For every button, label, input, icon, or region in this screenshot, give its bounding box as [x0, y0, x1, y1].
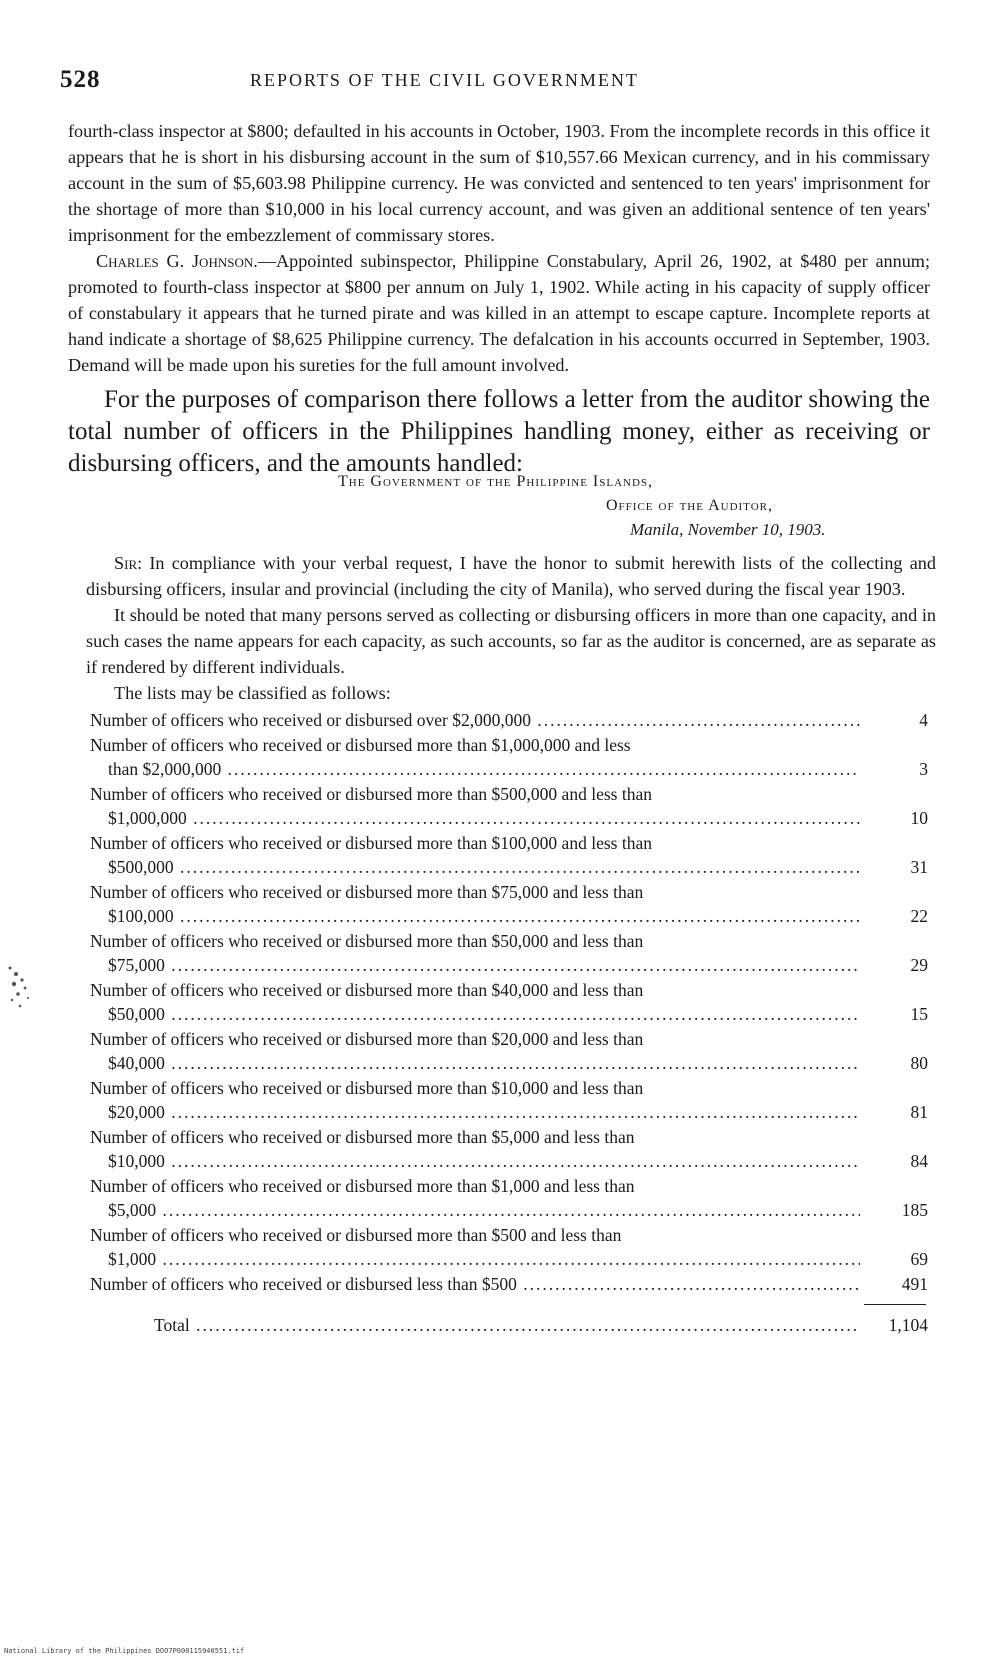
letter-para-2: It should be noted that many persons served as collecting or disbursing officers in more than one capacity, and in such cases the name appears for each capacity, as such accounts, so far as the auditor is concerned, are as separate as if rendered by different individuals. [86, 605, 936, 677]
scan-footer: National Library of the Philippines DOO7P000115940551.tif [4, 1647, 245, 1655]
row-label-continued: $1,000,000 ..... [90, 806, 860, 831]
page-body [68, 118, 936, 1338]
page-number: 528 [60, 66, 101, 93]
row-label-continued: than $2,000,000 ..... [90, 757, 860, 782]
row-value: 4 [919, 710, 928, 730]
table-row [90, 978, 928, 1027]
officer-count-table [68, 708, 928, 1338]
total-row [90, 1313, 928, 1338]
row-label-continued: $500,000 ..... [90, 855, 860, 880]
row-label-continued: $75,000 ..... [90, 953, 860, 978]
row-value: 491 [901, 1273, 928, 1294]
row-value: 81 [910, 1102, 928, 1122]
row-value: 10 [910, 808, 928, 828]
table-row [90, 929, 928, 978]
paragraph-comparison: For the purposes of comparison there follows a letter from the auditor showing the total number of officers in the Philippines handling money, either as receiving or disbursing officers, and the amounts handled: [68, 386, 930, 477]
table-row [90, 782, 928, 831]
row-value: 3 [919, 759, 928, 779]
row-value: 15 [910, 1004, 928, 1024]
letter-body [68, 550, 936, 706]
salutation: Sir: [114, 553, 143, 573]
letter-address-office: Office of the Auditor, [606, 497, 773, 514]
row-label: Number of officers who received or disbursed more than $50,000 and less than [90, 930, 644, 951]
row-value: 29 [910, 955, 928, 975]
row-label: Number of officers who received or disbursed more than $100,000 and less than [90, 832, 652, 853]
letter-address-government: The Government of the Philippine Islands, [338, 473, 654, 490]
row-value: 22 [910, 906, 928, 926]
officer-name: Charles G. Johnson [96, 251, 254, 271]
paragraph-johnson [68, 248, 930, 378]
table-row [90, 1027, 928, 1076]
scan-speckle [0, 960, 34, 1020]
row-label-continued: $40,000 ..... [90, 1051, 860, 1076]
row-label-continued: $20,000 ..... [90, 1100, 860, 1125]
row-label: Number of officers who received or disbursed more than $75,000 and less than [90, 881, 644, 902]
table-row [90, 708, 928, 733]
row-label: Number of officers who received or disbursed more than $5,000 and less than [90, 1126, 635, 1147]
letter-para-3: The lists may be classified as follows: [114, 683, 391, 703]
table-row [90, 831, 928, 880]
letter-para-1 [86, 550, 936, 602]
row-label: Number of officers who received or disbursed more than $1,000 and less than [90, 1175, 635, 1196]
row-value: 84 [910, 1151, 928, 1171]
table-row [90, 1174, 928, 1223]
table-row [90, 1272, 928, 1297]
row-label: Number of officers who received or disbursed over $2,000,000 ..... [90, 708, 860, 733]
officer-record: .—Appointed subinspector, Philippine Constabulary, April 26, 1902, at $480 per annum; promoted to fourth-class inspector at $800 per annum on July 1, 1902. While acting in his capacity of supply officer of constabulary it appears that he turned pirate and was killed in an attempt to escape capture. Incomplete reports at hand indicate a shortage of $8,625 Philippine currency. The defalcation in his accounts occurred in September, 1903. Demand will be made upon his sureties for the full amount involved. [68, 251, 930, 375]
row-label-continued: $100,000 ..... [90, 904, 860, 929]
row-label: Number of officers who received or disbursed more than $500 and less than [90, 1224, 622, 1245]
page-header [60, 66, 940, 100]
letter-date: Manila, November 10, 1903. [630, 520, 826, 539]
row-label-continued: $5,000 ..... [90, 1198, 860, 1223]
table-row [90, 1223, 928, 1272]
table-row [90, 733, 928, 782]
row-label-continued: $50,000 ..... [90, 1002, 860, 1027]
row-label-continued: $1,000 ..... [90, 1247, 860, 1272]
paragraph-defaulter: fourth-class inspector at $800; defaulted in his accounts in October, 1903. From the incomplete records in this office it appears that he is short in his disbursing account in the sum of $10,557.66 Mexican currency, and in his commissary account in the sum of $5,603.98 Philippine currency. He was convicted and sentenced to ten years' imprisonment for the shortage of more than $10,000 in his local currency account, and was given an additional sentence of ten years' imprisonment for the embezzlement of commissary stores. [68, 121, 930, 245]
row-label: Number of officers who received or disbursed more than $20,000 and less than [90, 1028, 644, 1049]
row-label: Number of officers who received or disbursed less than $500 ..... [90, 1272, 860, 1297]
row-label-continued: $10,000 ..... [90, 1149, 860, 1174]
row-value: 185 [901, 1200, 928, 1220]
table-row [90, 880, 928, 929]
total-rule [864, 1304, 926, 1305]
row-label: Number of officers who received or disbursed more than $40,000 and less than [90, 979, 644, 1000]
table-row [90, 1076, 928, 1125]
row-label: Number of officers who received or disbursed more than $1,000,000 and less [90, 734, 631, 755]
row-label: Number of officers who received or disbursed more than $500,000 and less than [90, 783, 652, 804]
row-value: 80 [910, 1053, 928, 1073]
row-value: 69 [910, 1249, 928, 1269]
letter-para-1-text: In compliance with your verbal request, I have the honor to submit herewith lists of the collecting and disbursing officers, insular and provincial (including the city of Manila), who served during the fiscal year 1903. [86, 553, 936, 599]
total-value: 1,104 [888, 1315, 928, 1335]
row-value: 31 [910, 857, 928, 877]
total-label: Total ..... [90, 1313, 860, 1338]
row-label: Number of officers who received or disbursed more than $10,000 and less than [90, 1077, 644, 1098]
table-row [90, 1125, 928, 1174]
running-head: REPORTS OF THE CIVIL GOVERNMENT [250, 70, 639, 90]
